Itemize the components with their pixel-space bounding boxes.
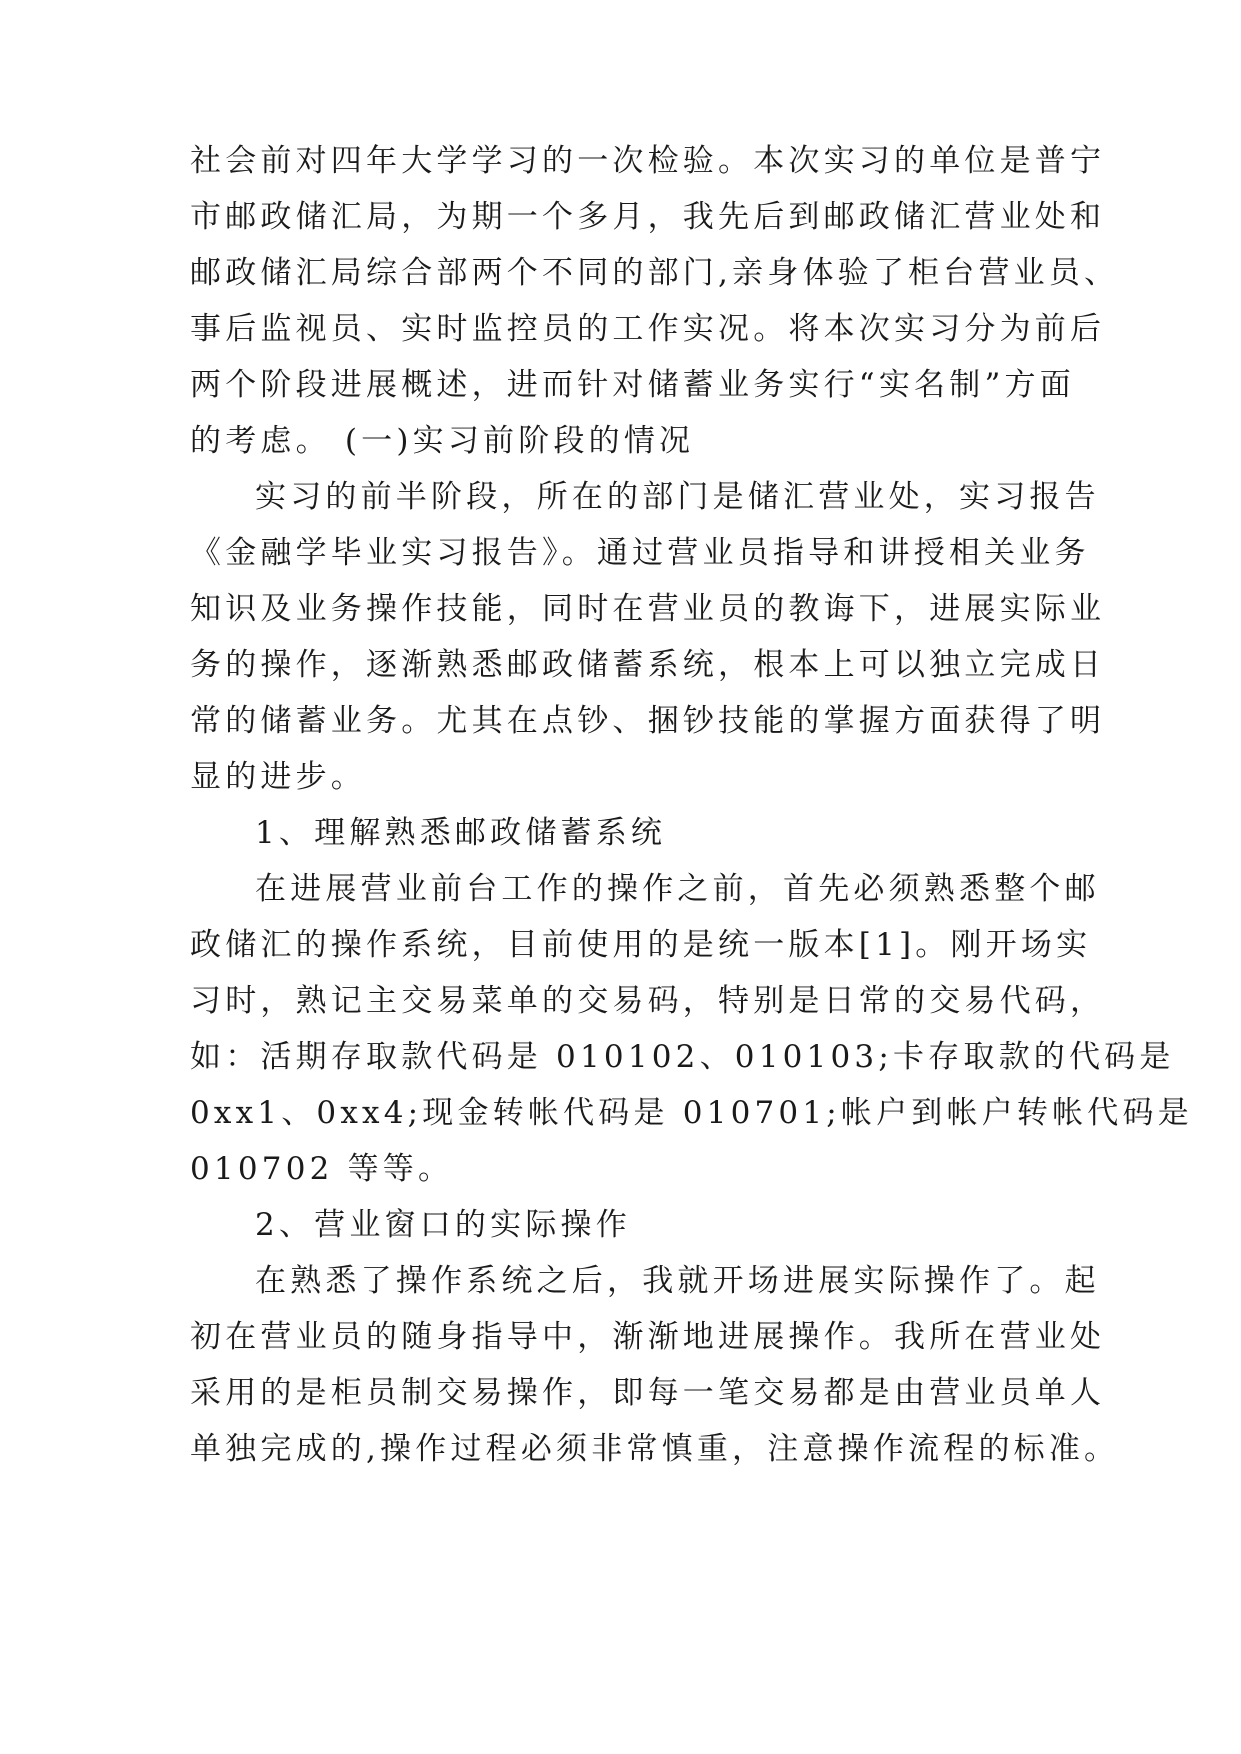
text-line: 两个阶段进展概述，进而针对储蓄业务实行“实名制”方面 xyxy=(190,367,1075,403)
text-line: 如：活期存取款代码是 010102、010103;卡存取款的代码是 xyxy=(190,1039,1175,1075)
paragraph-start: 在进展营业前台工作的操作之前，首先必须熟悉整个邮 xyxy=(255,871,1100,907)
text-line: 社会前对四年大学学习的一次检验。本次实习的单位是普宁 xyxy=(190,143,1106,179)
text-line: 习时，熟记主交易菜单的交易码，特别是日常的交易代码， xyxy=(190,983,1106,1019)
section-heading: 的考虑。 (一)实习前阶段的情况 xyxy=(190,423,695,459)
text-line: 0xx1、0xx4;现金转帐代码是 010701;帐户到帐户转帐代码是 xyxy=(190,1095,1193,1131)
text-line: 采用的是柜员制交易操作，即每一笔交易都是由营业员单人 xyxy=(190,1375,1106,1411)
text-line: 务的操作，逐渐熟悉邮政储蓄系统，根本上可以独立完成日 xyxy=(190,647,1106,683)
subheading: 1、理解熟悉邮政储蓄系统 xyxy=(255,815,667,851)
text-line: 显的进步。 xyxy=(190,759,366,795)
paragraph-start: 实习的前半阶段，所在的部门是储汇营业处，实习报告 xyxy=(255,479,1100,515)
text-line: 知识及业务操作技能，同时在营业员的教诲下，进展实际业 xyxy=(190,591,1106,627)
text-line: 单独完成的,操作过程必须非常慎重，注意操作流程的标准。 xyxy=(190,1431,1120,1467)
text-line: 010702 等等。 xyxy=(190,1151,454,1187)
text-line: 邮政储汇局综合部两个不同的部门,亲身体验了柜台营业员、 xyxy=(190,255,1120,291)
text-line: 常的储蓄业务。尤其在点钞、捆钞技能的掌握方面获得了明 xyxy=(190,703,1106,739)
text-line: 市邮政储汇局，为期一个多月，我先后到邮政储汇营业处和 xyxy=(190,199,1106,235)
text-line: 政储汇的操作系统，目前使用的是统一版本[1]。刚开场实 xyxy=(190,927,1092,963)
text-line: 初在营业员的随身指导中，渐渐地进展操作。我所在营业处 xyxy=(190,1319,1106,1355)
paragraph-start: 在熟悉了操作系统之后，我就开场进展实际操作了。起 xyxy=(255,1263,1100,1299)
text-line: 事后监视员、实时监控员的工作实况。将本次实习分为前后 xyxy=(190,311,1106,347)
subheading: 2、营业窗口的实际操作 xyxy=(255,1207,631,1243)
text-line: 《金融学毕业实习报告》。通过营业员指导和讲授相关业务 xyxy=(190,535,1090,571)
